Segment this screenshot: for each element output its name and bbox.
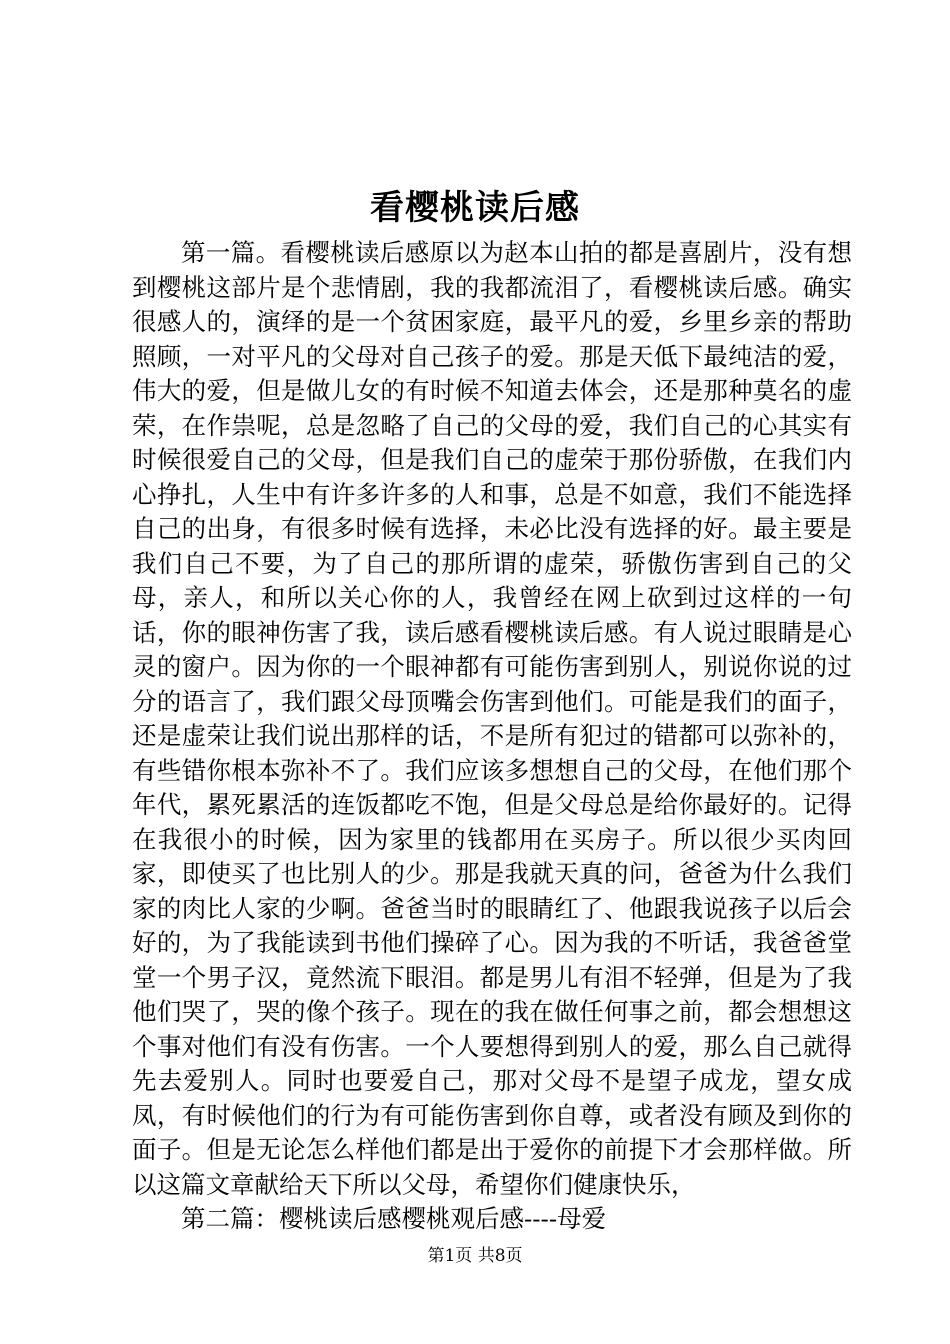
document-title: 看樱桃读后感 bbox=[370, 188, 580, 228]
document-body bbox=[132, 236, 852, 1237]
page-footer: 第1页 共8页 bbox=[427, 1246, 523, 1266]
paragraph-1: 第一篇。看樱桃读后感原以为赵本山拍的都是喜剧片，没有想到樱桃这部片是个悲情剧，我的我都流泪了，看樱桃读后感。确实很感人的，演绎的是一个贫困家庭，最平凡的爱，乡里乡亲的帮助照顾，一对平凡的父母对自己孩子的爱。那是天低下最纯洁的爱，伟大的爱，但是做儿女的有时候不知道去体会，还是那种莫名的虚荣，在作祟呢，总是忽略了自己的父母的爱，我们自己的心其实有时候很爱自己的父母，但是我们自己的虚荣于那份骄傲，在我们内心挣扎，人生中有许多许多的人和事，总是不如意，我们不能选择自己的出身，有很多时候有选择，未必比没有选择的好。最主要是我们自己不要，为了自己的那所谓的虚荣，骄傲伤害到自己的父母，亲人，和所以关心你的人，我曾经在网上砍到过这样的一句话，你的眼神伤害了我，读后感看樱桃读后感。有人说过眼睛是心灵的窗户。因为你的一个眼神都有可能伤害到别人，别说你说的过分的语言了，我们跟父母顶嘴会伤害到他们。可能是我们的面子，还是虚荣让我们说出那样的话，不是所有犯过的错都可以弥补的，有些错你根本弥补不了。我们应该多想想自己的父母，在他们那个年代，累死累活的连饭都吃不饱，但是父母总是给你最好的。记得在我很小的时候，因为家里的钱都用在买房子。所以很少买肉回家，即使买了也比别人的少。那是我就天真的问，爸爸为什么我们家的肉比人家的少啊。爸爸当时的眼睛红了、他跟我说孩子以后会好的，为了我能读到书他们操碎了心。因为我的不听话，我爸爸堂堂一个男子汉，竟然流下眼泪。都是男儿有泪不轻弹，但是为了我他们哭了，哭的像个孩子。现在的我在做任何事之前，都会想想这个事对他们有没有伤害。一个人要想得到别人的爱，那么自己就得先去爱别人。同时也要爱自己，那对父母不是望子成龙，望女成凤，有时候他们的行为有可能伤害到你自尊，或者没有顾及到你的面子。但是无论怎么样他们都是出于爱你的前提下才会那样做。所以这篇文章献给天下所以父母，希望你们健康快乐， bbox=[132, 238, 852, 1199]
paragraph-2: 第二篇：樱桃读后感樱桃观后感----母爱 bbox=[181, 1204, 607, 1233]
